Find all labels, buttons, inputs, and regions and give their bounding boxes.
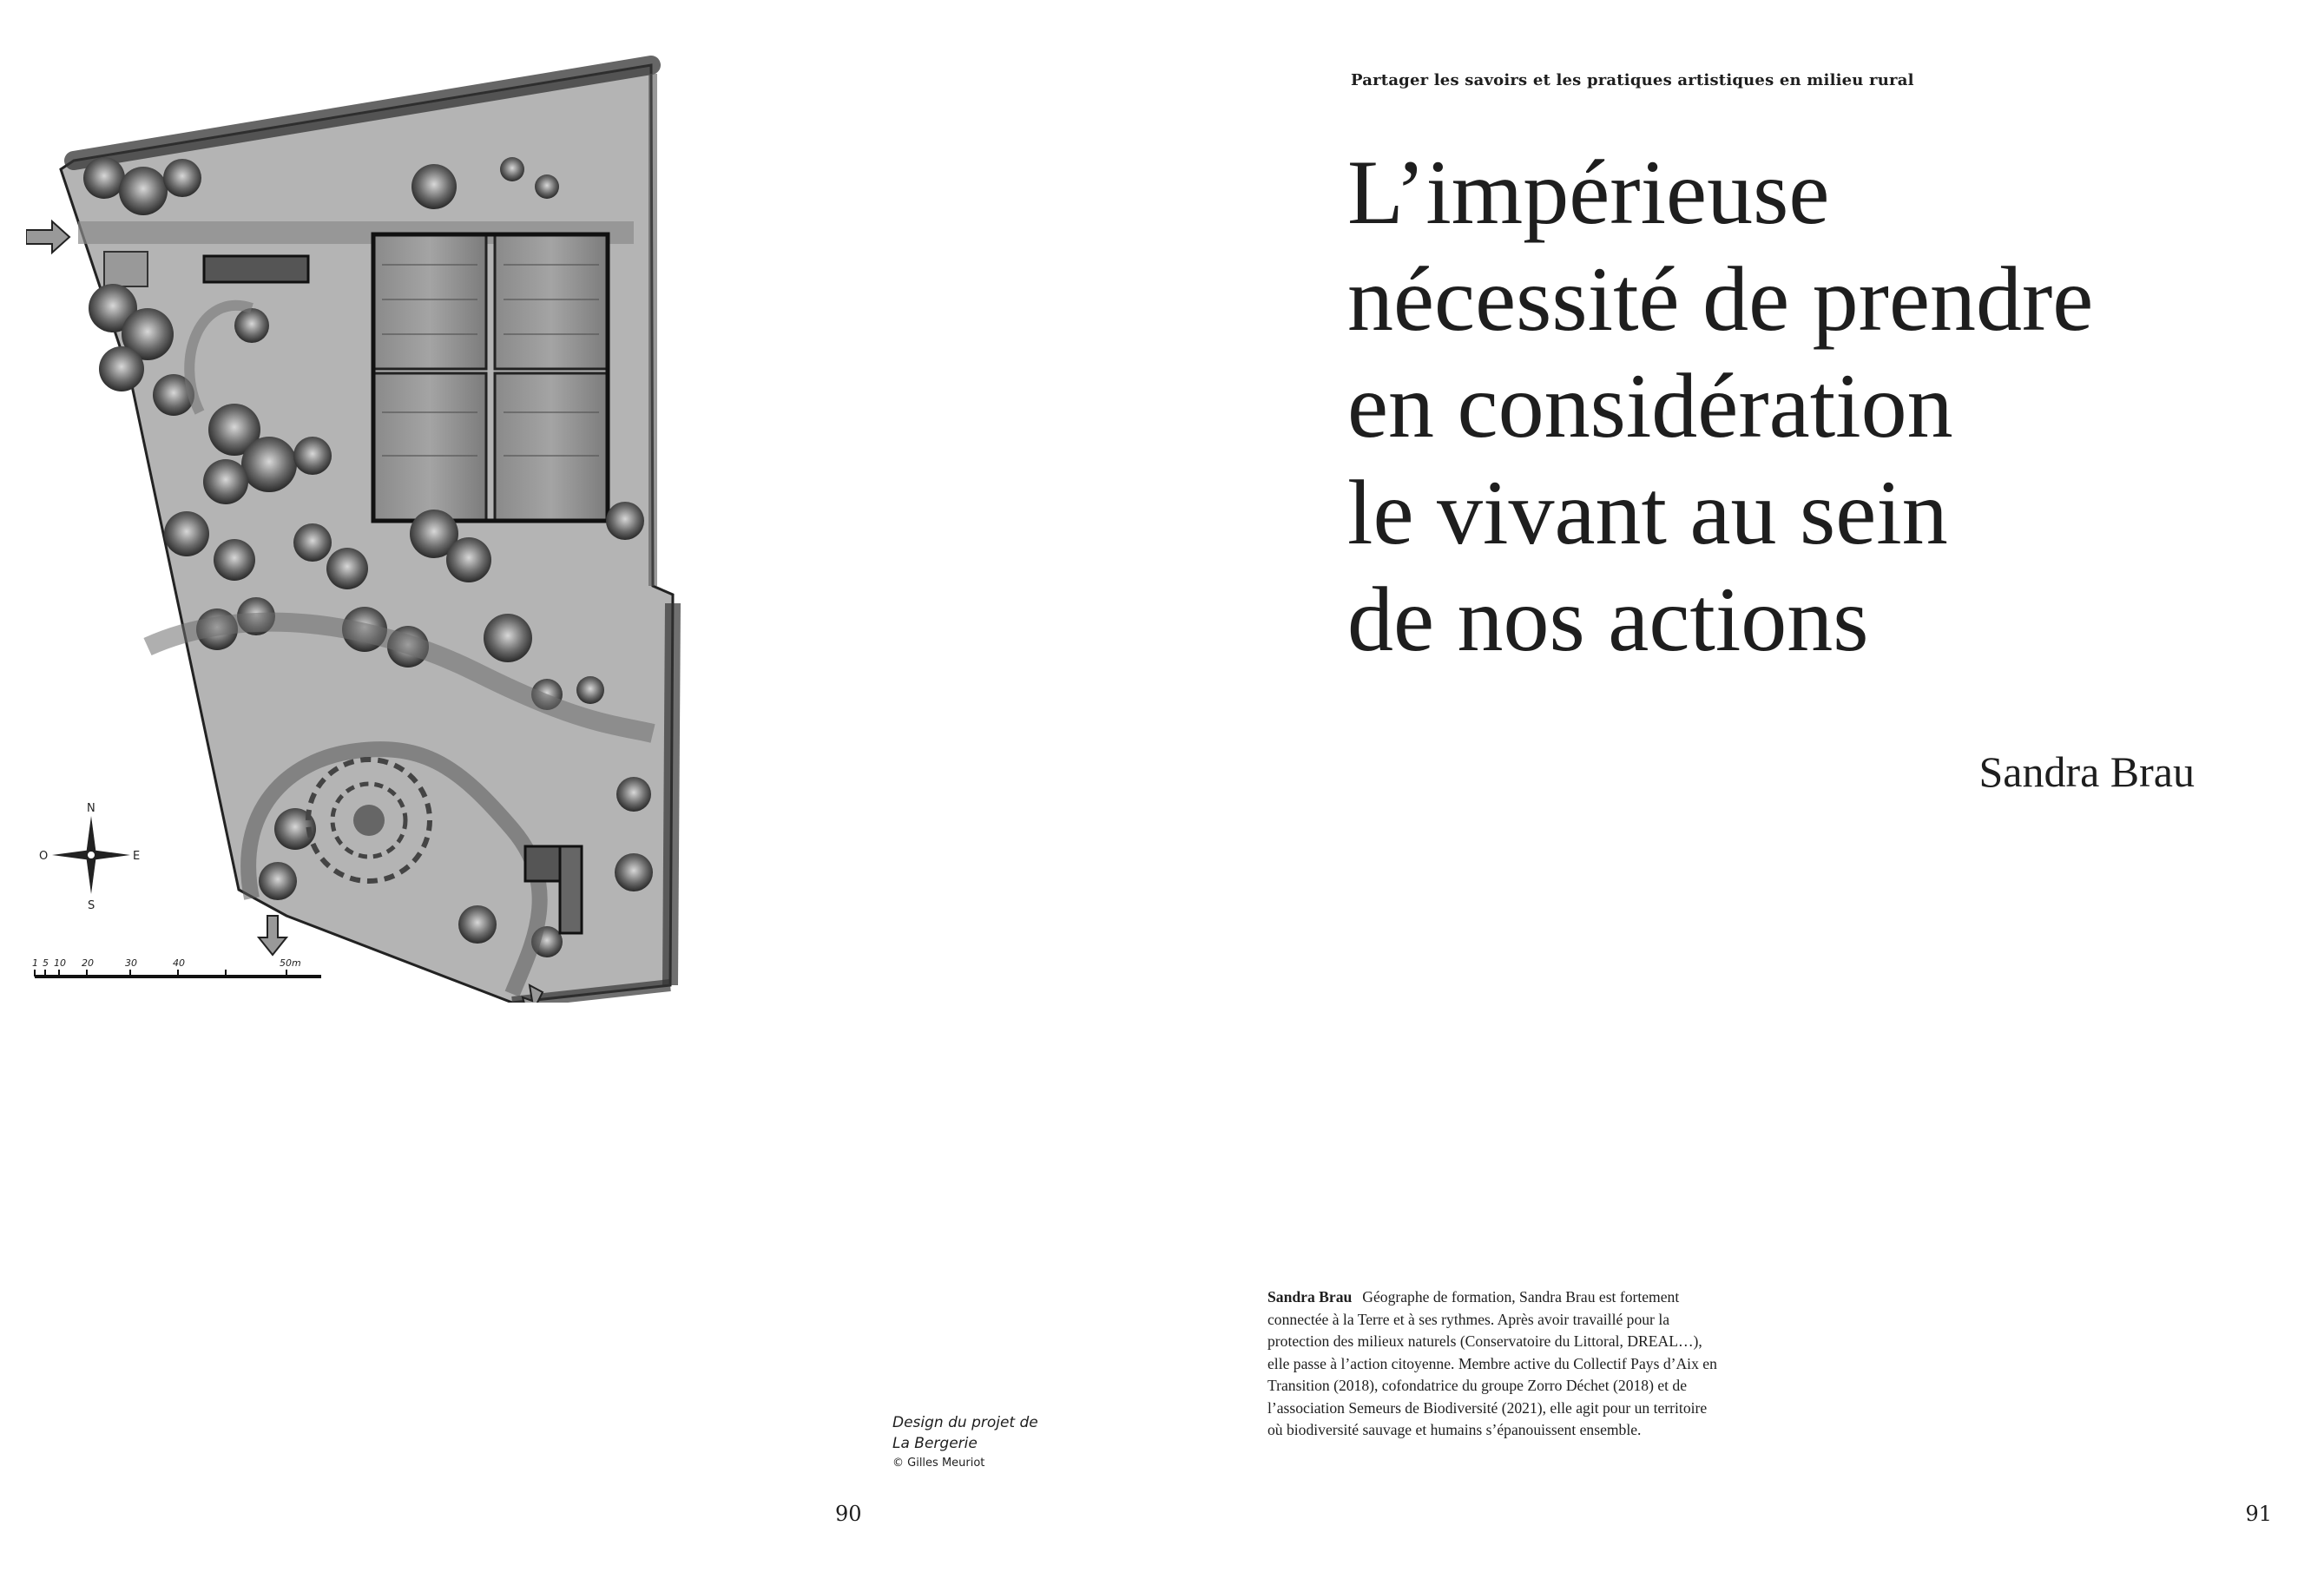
scale-label: 20 <box>82 957 94 969</box>
page-number-left: 90 <box>835 1502 862 1526</box>
author-name: Sandra Brau <box>1978 747 2195 796</box>
scale-label: 1 <box>32 957 38 969</box>
scale-label: 30 <box>125 957 137 969</box>
title-line: nécessité de prendre <box>1347 248 2094 350</box>
scale-label: 40 <box>173 957 185 969</box>
compass-n: N <box>87 802 95 815</box>
compass-o: O <box>39 850 49 863</box>
bio-text: Géographe de formation, Sandra Brau est fortement connectée à la Terre et à ses rythmes. Après avoir travaillé pour la protection des milieux naturels (Conservatoire du Littoral, DREAL…), elle passe à l’action citoyenne. Membre active du Collectif Pays d’Aix en Transition (2018), cofondatrice du groupe Zorro Déchet (2018) et de l’association Semeurs de Biodiversité (2021), elle agit pour un territoire où biodiversité sauvage et humains s’épanouissent ensemble. <box>1267 1288 1717 1438</box>
right-page <box>1162 0 2324 1572</box>
bio-name: Sandra Brau <box>1267 1288 1353 1306</box>
article-title <box>1347 139 2302 673</box>
title-line: le vivant au sein <box>1347 462 1948 563</box>
caption-credit: © Gilles Meuriot <box>892 1457 985 1470</box>
scale-label: 5 <box>43 957 49 969</box>
page-number-right: 91 <box>2245 1502 2272 1526</box>
caption-line-1: Design du projet de <box>892 1414 1038 1431</box>
section-kicker: Partager les savoirs et les pratiques artistiques en milieu rural <box>1351 71 1914 89</box>
title-line: de nos actions <box>1347 569 1869 670</box>
title-line: L’impérieuse <box>1347 141 1830 243</box>
compass-s: S <box>88 899 95 912</box>
scale-bar <box>32 957 321 977</box>
scale-label: 10 <box>54 957 66 969</box>
compass-rose <box>39 802 140 912</box>
site-plan-drawing <box>26 48 686 1003</box>
author-bio <box>1267 1286 1719 1442</box>
figure-caption <box>892 1412 1153 1473</box>
scale-label: 50m <box>280 957 301 969</box>
title-line: en considération <box>1347 355 1953 457</box>
compass-e: E <box>133 850 141 863</box>
caption-line-2: La Bergerie <box>892 1435 978 1452</box>
